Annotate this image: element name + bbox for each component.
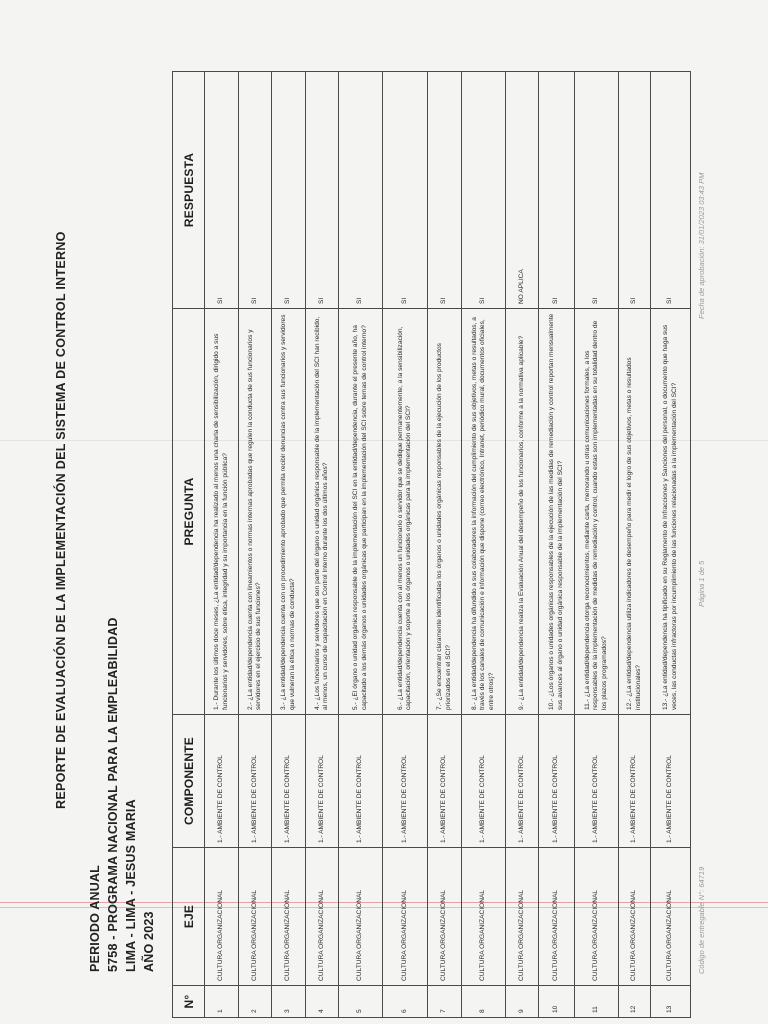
row-respuesta: SI — [205, 72, 239, 309]
row-pregunta: 12.- ¿La entidad/dependencia utiliza indicadores de desempeño para medir el logro de sus objetivos, metas o resultados institucionales? — [619, 309, 651, 715]
row-eje: CULTURA ORGANIZACIONAL — [272, 848, 306, 986]
row-eje: CULTURA ORGANIZACIONAL — [428, 848, 462, 986]
row-componente: 1.- AMBIENTE DE CONTROL — [619, 715, 651, 848]
row-pregunta: 11.- ¿La entidad/dependencia otorga reconocimientos, mediante carta, memorando u otras comunicaciones formales, a los responsables de la implementación de medidas de remediación y control, cuando estas son implementadas en su totalidad dentro de los plazos programados? — [575, 309, 619, 715]
row-respuesta: SI — [575, 72, 619, 309]
deliverable-code: Código de entregable N°: 64719 — [697, 866, 706, 974]
row-respuesta: SI — [306, 72, 339, 309]
row-number: 8 — [462, 986, 506, 1018]
table-row — [339, 72, 383, 1018]
row-pregunta: 10.- ¿Los órganos o unidades orgánicas responsables de la ejecución de las medidas de remediación y control reportan mensualmente sus avances al órgano o unidad orgánica responsable de la implementación del SCI? — [539, 309, 575, 715]
table-row — [539, 72, 575, 1018]
report-header — [86, 617, 158, 972]
row-componente: 1.- AMBIENTE DE CONTROL — [339, 715, 383, 848]
table-row — [506, 72, 539, 1018]
row-respuesta: SI — [539, 72, 575, 309]
row-pregunta: 4.- ¿Los funcionarios y servidores que son parte del órgano o unidad orgánica responsable de la implementación del SCI han recibido, al menos, un curso de capacitación en Control Interno durante los dos últimos años? — [306, 309, 339, 715]
report-title: REPORTE DE EVALUACIÓN DE LA IMPLEMENTACIÓN DEL SISTEMA DE CONTROL INTERNO — [54, 231, 68, 809]
row-pregunta: 1.- Durante los últimos doce meses, ¿La entidad/dependencia ha realizado al menos una charla de sensibilización, dirigido a sus funcionarios y servidores, sobre ética, integridad y su importancia en la función pública? — [205, 309, 239, 715]
row-number: 4 — [306, 986, 339, 1018]
page-number: Página 1 de 5 — [697, 560, 706, 607]
row-componente: 1.- AMBIENTE DE CONTROL — [651, 715, 691, 848]
row-componente: 1.- AMBIENTE DE CONTROL — [205, 715, 239, 848]
row-componente: 1.- AMBIENTE DE CONTROL — [239, 715, 272, 848]
row-respuesta: SI — [462, 72, 506, 309]
row-number: 13 — [651, 986, 691, 1018]
row-pregunta: 5.- ¿El órgano o unidad orgánica responsable de la implementación del SCI en la entidad/dependencia, durante el presente año, ha capacitado a los demás órganos o unidades orgánicas que participan en la implementación del SCI sobre temas de control interno? — [339, 309, 383, 715]
row-eje: CULTURA ORGANIZACIONAL — [306, 848, 339, 986]
row-number: 5 — [339, 986, 383, 1018]
entity-location: LIMA - LIMA - JESUS MARIA — [124, 799, 138, 972]
column-header-eje: EJE — [173, 848, 205, 986]
row-eje: CULTURA ORGANIZACIONAL — [575, 848, 619, 986]
row-respuesta: SI — [428, 72, 462, 309]
row-respuesta: SI — [339, 72, 383, 309]
row-respuesta: SI — [651, 72, 691, 309]
row-eje: CULTURA ORGANIZACIONAL — [539, 848, 575, 986]
table-row — [575, 72, 619, 1018]
table-row — [619, 72, 651, 1018]
row-eje: CULTURA ORGANIZACIONAL — [462, 848, 506, 986]
row-number: 12 — [619, 986, 651, 1018]
column-header-respuesta: RESPUESTA — [173, 72, 205, 309]
row-eje: CULTURA ORGANIZACIONAL — [506, 848, 539, 986]
row-respuesta: SI — [619, 72, 651, 309]
row-pregunta: 2.- ¿La entidad/dependencia cuenta con lineamientos o normas internas aprobadas que regulen la conducta de sus funcionarios y servidores en el ejercicio de sus funciones? — [239, 309, 272, 715]
row-pregunta: 3.- ¿La entidad/dependencia cuenta con un procedimiento aprobado que permita recibir denuncias contra sus funcionarios y servidores que vulneran la ética o normas de conducta? — [272, 309, 306, 715]
row-eje: CULTURA ORGANIZACIONAL — [383, 848, 428, 986]
approval-date: Fecha de aprobación: 31/01/2023 03:43 PM — [697, 172, 706, 319]
row-respuesta: SI — [239, 72, 272, 309]
row-number: 9 — [506, 986, 539, 1018]
table-row — [428, 72, 462, 1018]
table-row — [205, 72, 239, 1018]
table-row — [239, 72, 272, 1018]
row-pregunta: 7.- ¿Se encuentran claramente identificadas los órganos o unidades orgánicas responsables de la ejecución de los productos priorizados en el SCI? — [428, 309, 462, 715]
column-header-num: N° — [173, 986, 205, 1018]
table-row — [306, 72, 339, 1018]
row-pregunta: 8.- ¿La entidad/dependencia ha difundido a sus colaboradores la información del cumplimiento de sus objetivos, metas o resultados, a través de los canales de comunicación e información que dispone (correo electrónico, Intranet, periódico mural, documentos oficiales, entre otros)? — [462, 309, 506, 715]
table-header-row — [173, 72, 205, 1018]
entity-name: 5758 - PROGRAMA NACIONAL PARA LA EMPLEABILIDAD — [106, 617, 120, 972]
row-eje: CULTURA ORGANIZACIONAL — [205, 848, 239, 986]
row-componente: 1.- AMBIENTE DE CONTROL — [575, 715, 619, 848]
row-number: 1 — [205, 986, 239, 1018]
row-number: 7 — [428, 986, 462, 1018]
row-pregunta: 13.- ¿La entidad/dependencia ha tipificado en su Reglamento de Infracciones y Sanciones del personal, o documento que haga sus veces, las conductas infractoras por incumplimiento de las funciones relacionadas a la implementación del SCI? — [651, 309, 691, 715]
row-componente: 1.- AMBIENTE DE CONTROL — [539, 715, 575, 848]
table-row — [272, 72, 306, 1018]
row-number: 2 — [239, 986, 272, 1018]
column-header-componente: COMPONENTE — [173, 715, 205, 848]
table-row — [651, 72, 691, 1018]
row-respuesta: SI — [272, 72, 306, 309]
row-respuesta: SI — [383, 72, 428, 309]
report-year: AÑO 2023 — [142, 911, 156, 972]
table-row — [383, 72, 428, 1018]
row-componente: 1.- AMBIENTE DE CONTROL — [306, 715, 339, 848]
row-componente: 1.- AMBIENTE DE CONTROL — [383, 715, 428, 848]
period-label: PERIODO ANUAL — [88, 864, 102, 972]
row-componente: 1.- AMBIENTE DE CONTROL — [506, 715, 539, 848]
row-eje: CULTURA ORGANIZACIONAL — [239, 848, 272, 986]
row-pregunta: 6.- ¿La entidad/dependencia cuenta con al menos un funcionario o servidor que se dedique permanentemente, a la sensibilización, capacitación, orientación y soporte a los órganos o unidades orgánicas para la implementación del SCI? — [383, 309, 428, 715]
row-componente: 1.- AMBIENTE DE CONTROL — [428, 715, 462, 848]
row-eje: CULTURA ORGANIZACIONAL — [619, 848, 651, 986]
row-pregunta: 9.- ¿La entidad/dependencia realiza la Evaluación Anual del desempeño de los funcionarios, conforme a la normativa aplicable? — [506, 309, 539, 715]
row-respuesta: NO APLICA — [506, 72, 539, 309]
row-eje: CULTURA ORGANIZACIONAL — [651, 848, 691, 986]
evaluation-table — [172, 71, 691, 1018]
row-eje: CULTURA ORGANIZACIONAL — [339, 848, 383, 986]
row-number: 3 — [272, 986, 306, 1018]
row-number: 11 — [575, 986, 619, 1018]
row-number: 10 — [539, 986, 575, 1018]
row-number: 6 — [383, 986, 428, 1018]
table-row — [462, 72, 506, 1018]
row-componente: 1.- AMBIENTE DE CONTROL — [272, 715, 306, 848]
row-componente: 1.- AMBIENTE DE CONTROL — [462, 715, 506, 848]
column-header-pregunta: PREGUNTA — [173, 309, 205, 715]
